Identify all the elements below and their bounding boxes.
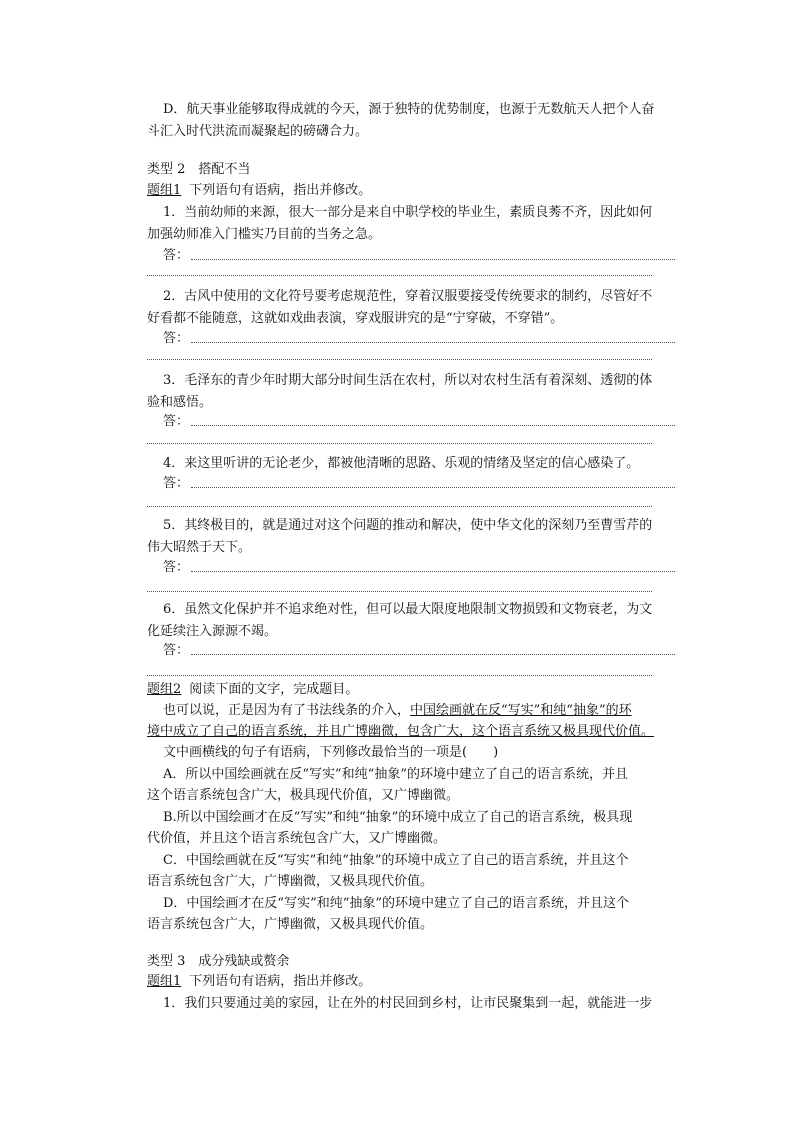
item-2-line1: 2．古风中使用的文化符号要考虑规范性，穿着汉服要接受传统要求的制约，尽管好不 xyxy=(163,289,653,304)
item-3-line2: 验和感悟。 xyxy=(147,395,213,410)
answer-line[interactable] xyxy=(163,412,675,432)
type2-group2-instruction xyxy=(147,680,358,700)
group-text: 下列语句有语病，指出并修改。 xyxy=(189,974,372,989)
option-c-line2: 语言系统包含广大，广博幽微，又极具现代价值。 xyxy=(147,874,434,889)
answer-label: 答： xyxy=(163,643,190,658)
answer-continuation-line[interactable] xyxy=(147,675,652,676)
answer-label: 答： xyxy=(163,476,190,491)
type3-heading: 类型 3 成分残缺或赘余 xyxy=(147,954,290,969)
answer-continuation-line[interactable] xyxy=(147,506,652,507)
answer-line[interactable] xyxy=(163,329,675,349)
option-d2-line2: 语言系统包含广大，广博幽微，又极具现代价值。 xyxy=(147,917,434,932)
group-tag: 题组1 xyxy=(147,974,182,989)
group-text: 阅读下面的文字，完成题目。 xyxy=(189,682,359,697)
passage-plain: 也可以说，正是因为有了书法线条的介入， xyxy=(163,703,411,718)
passage-line1 xyxy=(147,700,675,722)
answer-label: 答： xyxy=(163,414,190,429)
item-1-line1: 1．当前幼师的来源，很大一部分是来自中职学校的毕业生，素质良莠不齐，因此如何 xyxy=(163,205,653,220)
type3-group1-instruction xyxy=(147,972,371,992)
option-d2-line1: D．中国绘画才在反“写实”和纯“抽象”的环境中建立了自己的语言系统，并且这个 xyxy=(163,896,630,911)
answer-continuation-line[interactable] xyxy=(147,359,652,360)
passage-underlined: 中国绘画就在反“写实”和纯“抽象”的环 xyxy=(410,703,632,718)
item-4-line1: 4．来这里听讲的无论老少，都被他清晰的思路、乐观的情绪及坚定的信心感染了。 xyxy=(163,456,640,471)
answer-line[interactable] xyxy=(163,246,675,266)
option-b-line2: 代价值，并且这个语言系统包含广大，又广博幽微。 xyxy=(147,831,447,846)
type2-group1-instruction xyxy=(147,181,371,201)
option-d-line2: 斗汇入时代洪流而凝聚起的磅礴合力。 xyxy=(147,124,369,139)
answer-label: 答： xyxy=(163,248,190,263)
question-text: 文中画横线的句子有语病，下列修改最恰当的一项是( ) xyxy=(163,745,499,760)
answer-continuation-line[interactable] xyxy=(147,275,652,276)
item-5-line1: 5．其终极目的，就是通过对这个问题的推动和解决，使中华文化的深刻乃至曹雪芹的 xyxy=(163,518,653,533)
option-a-line1: A．所以中国绘画就在反“写实”和纯“抽象”的环境中建立了自己的语言系统，并且 xyxy=(163,767,628,782)
answer-label: 答： xyxy=(163,560,190,575)
answer-label: 答： xyxy=(163,331,190,346)
option-d-line1: D．航天事业能够取得成就的今天，源于独特的优势制度，也源于无数航天人把个人奋 xyxy=(163,102,655,117)
item-6-line2: 化延续注入源源不竭。 xyxy=(147,624,278,639)
option-c-line1: C．中国绘画就在反“写实”和纯“抽象”的环境中成立了自己的语言系统，并且这个 xyxy=(163,853,629,868)
item-3-line1: 3．毛泽东的青少年时期大部分时间生活在农村，所以对农村生活有着深刻、透彻的体 xyxy=(163,373,653,388)
answer-line[interactable] xyxy=(163,558,675,578)
answer-continuation-line[interactable] xyxy=(147,591,652,592)
passage-line2-underlined: 境中成立了自己的语言系统，并且广博幽微，包含广大，这个语言系统又极具现代价值。 xyxy=(147,724,655,739)
answer-line[interactable] xyxy=(163,474,675,494)
option-b-line1: B.所以中国绘画才在反“写实”和纯“抽象”的环境中成立了自己的语言系统，极具现 xyxy=(163,810,633,825)
item-1-line2: 加强幼师准入门槛实乃目前的当务之急。 xyxy=(147,227,382,242)
group-tag: 题组1 xyxy=(147,183,182,198)
option-a-line2: 这个语言系统包含广大，极具现代价值，又广博幽微。 xyxy=(147,788,460,803)
answer-continuation-line[interactable] xyxy=(147,443,652,444)
item-5-line2: 伟大昭然于天下。 xyxy=(147,540,252,555)
group-text: 下列语句有语病，指出并修改。 xyxy=(189,183,372,198)
type2-heading: 类型 2 搭配不当 xyxy=(147,162,251,177)
item-6-line1: 6．虽然文化保护并不追求绝对性，但可以最大限度地限制文物损毁和文物衰老，为文 xyxy=(163,602,653,617)
item-2-line2: 好看都不能随意，这就如戏曲表演，穿戏服讲究的是“宁穿破，不穿错”。 xyxy=(147,311,564,326)
type3-item-1-line1: 1．我们只要通过美的家园，让在外的村民回到乡村，让市民聚集到一起，就能进一步 xyxy=(163,996,653,1011)
group-tag: 题组2 xyxy=(147,682,182,697)
answer-line[interactable] xyxy=(163,641,675,661)
